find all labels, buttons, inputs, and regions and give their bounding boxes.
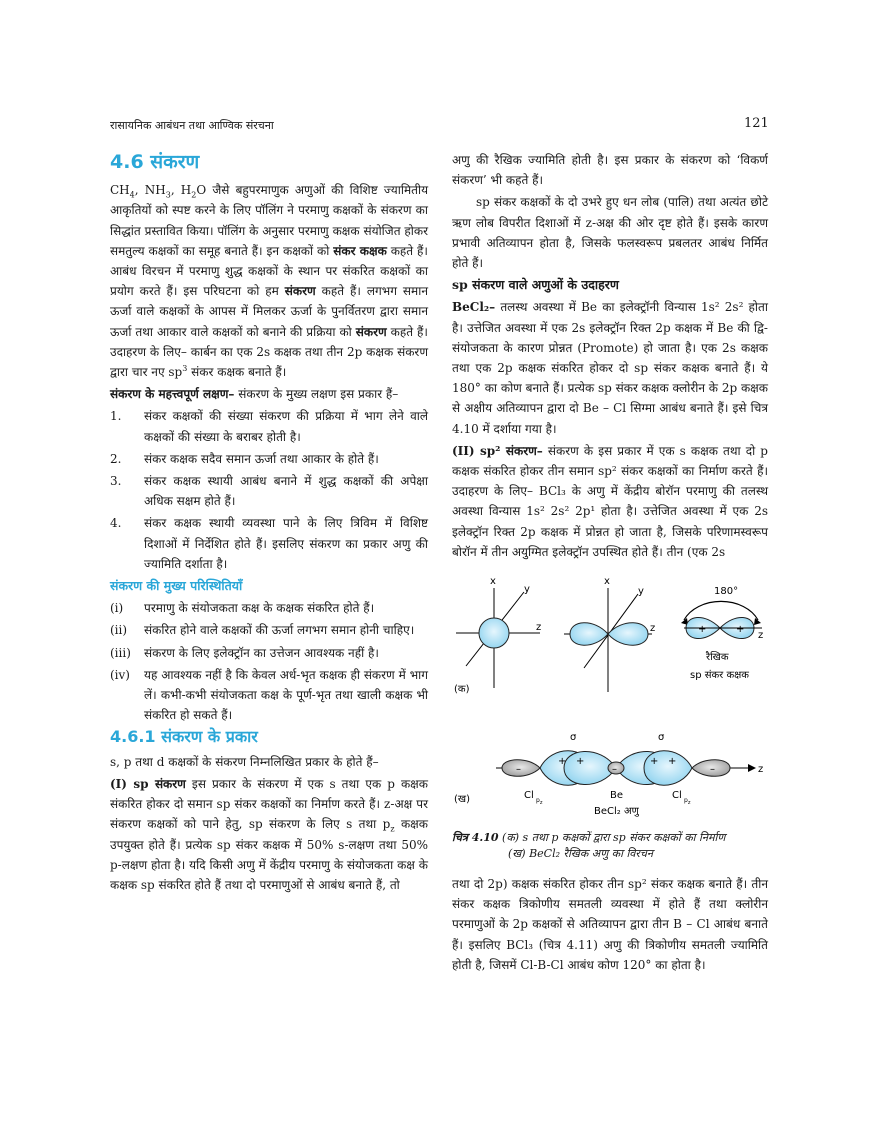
axis-y-label: y [524, 584, 530, 596]
list-item: 1. संकर कक्षकों की संख्या संकरण की प्रक्रिया में भाग लेने वाले कक्षकों की संख्या के बराबर होती है। [110, 409, 428, 444]
svg-text:–: – [710, 764, 715, 776]
svg-text:+: + [698, 624, 707, 636]
subsection-title: 4.6.1 संकरण के प्रकार [110, 727, 258, 747]
list-item: 2. संकर कक्षक सदैव समान ऊर्जा तथा आकार के होते हैं। [110, 451, 379, 466]
list-item: (ii) संकरित होने वाले कक्षकों की ऊर्जा लगभग समान होनी चाहिए। [110, 623, 415, 638]
axis-z-label: z [536, 622, 542, 634]
lobes-paragraph: sp संकर कक्षकों के दो उभरे हुए धन लोब (पालि) तथा अत्यंत छोटे ऋण लोब विपरीत दिशाओं में z-अक्ष की ओर दृष्ट होते हैं। इसके कारण प्रभावी अतिव्यापन होता है, जिसके फलस्वरूप प्रबलतर आबंध निर्मित होते हैं। [452, 195, 768, 271]
axis-x-label: x [490, 576, 496, 588]
angle-label: 180° [714, 586, 739, 598]
p-orbital-panel [564, 576, 655, 692]
svg-text:pz: $p_z$ [536, 797, 543, 807]
sp2-paragraph: (II) sp² संकरण– संकरण के इस प्रकार में एक s कक्षक तथा दो p कक्षक संकरित होकर तीन समान sp² संकर कक्षकों का निर्माण करते हैं। उदाहरण के लिए– BCl₃ के अणु में केंद्रीय बोरॉन परमाणु की तलस्थ अवस्था विन्यास 1s² 2s² 2p¹ होता है। उत्तेजित अवस्था में एक 2s इलेक्ट्रॉन रिक्त 2p कक्षक में प्रोन्नत हो जाता है, जिसके परिणामस्वरूप बोरॉन में तीन अयुग्मित इलेक्ट्रॉन उपस्थित होते हैं। तीन (एक 2s [452, 443, 768, 559]
left-column [110, 152, 428, 897]
orbital-diagram [452, 568, 768, 826]
section-title: 4.6 संकरण [110, 151, 200, 173]
part-a-label: (क) [454, 684, 470, 696]
axis-z-label: z [758, 764, 764, 776]
types-intro: s, p तथा d कक्षकों के संकरण निम्नलिखित प्रकार के होते हैं– [110, 754, 379, 769]
svg-text:–: – [612, 764, 617, 776]
list-item: (i) परमाणु के संयोजकता कक्ष के कक्षक संकरित होते हैं। [110, 601, 375, 616]
figure-caption: चित्र 4.10 (क) s तथा p कक्षकों द्वारा sp संकर कक्षकों का निर्माण (ख) BeCl₂ रैखिक अणु का विरचन [452, 831, 726, 861]
becl2-molecule [496, 732, 763, 817]
sigma-label: σ [658, 732, 665, 744]
axis-y-label: y [638, 586, 644, 598]
svg-text:+: + [736, 624, 745, 636]
list-item: (iv) यह आवश्यक नहीं है कि केवल अर्ध-भृत कक्षक ही संकरण में भाग लें। कभी-कभी संयोजकता कक्ष के पूर्ण-भृत तथा खाली कक्षक भी संकरित हो सकते हैं। [110, 667, 428, 723]
becl2-paragraph: BeCl₂– तलस्थ अवस्था में Be का इलेक्ट्रॉनी विन्यास 1s² 2s² होता है। उत्तेजित अवस्था में एक 2s इलेक्ट्रॉन रिक्त 2p कक्षक में Be की द्वि-संयोजकता के कारण प्रोन्नत (Promote) हो जाता है। एक 2s कक्षक तथा एक 2p कक्षक संकरित होकर दो sp संकर कक्षक बनाते हैं। ये 180° का कोण बनाते हैं। प्रत्येक sp संकर कक्षक क्लोरीन के 2p कक्षक से अक्षीय अतिव्यापन द्वारा दो Be – Cl सिग्मा आबंध बनाते हैं। इसे चित्र 4.10 में दर्शाया गया है। [452, 300, 769, 436]
svg-text:pz: $p_z$ [684, 797, 691, 807]
svg-text:+: + [558, 756, 567, 768]
svg-text:–: – [516, 764, 521, 776]
axis-z-label: z [650, 623, 656, 635]
axis-z-label: z [758, 630, 764, 642]
sp-paragraph: (I) sp संकरण इस प्रकार के संकरण में एक s तथा एक p कक्षक संकरित होकर दो समान sp संकर कक्षकों का निर्माण करते हैं। z-अक्ष पर संकरण कक्षकों को पाने हेतु, sp संकरण के लिए s तथा $p_z$ कक्षक उपयुक्त होते हैं। प्रत्येक sp संकर कक्षक में 50% s-लक्षण तथा 50% p-लक्षण होता है। यदि किसी अणु में केंद्रीय परमाणु के संयोजकता कक्ष के कक्षक sp संकरित होते हैं तथा दो परमाणुओं से आबंध बनाते हैं, तो [110, 776, 428, 892]
sp-hybrid-panel [681, 586, 763, 681]
svg-text:+: + [650, 756, 659, 768]
becl2-molecule-label: BeCl₂ अणु [594, 806, 639, 818]
features-intro: संकरण के महत्त्वपूर्ण लक्षण– संकरण के मुख्य लक्षण इस प्रकार हैं– [110, 387, 399, 402]
examples-title: sp संकरण वाले अणुओं के उदाहरण [452, 277, 619, 293]
s-orbital-panel [456, 576, 541, 688]
conditions-title: संकरण की मुख्य परिस्थितियाँ [110, 578, 243, 594]
page-number: 121 [744, 116, 769, 131]
list-item: 4. संकर कक्षक स्थायी व्यवस्था पाने के लिए त्रिविम में विशिष्ट दिशाओं में निर्देशित होते हैं। इसलिए संकरण का प्रकार अणु की ज्यामिति दर्शाता है। [110, 516, 428, 571]
list-item: (iii) संकरण के लिए इलेक्ट्रॉन का उत्तेजन आवश्यक नहीं है। [110, 645, 379, 660]
cl-label: Cl [524, 790, 534, 802]
svg-text:+: + [576, 756, 585, 768]
features-list [110, 406, 428, 574]
sp2-continuation-paragraph: तथा दो 2p) कक्षक संकरित होकर तीन sp² संकर कक्षक बनाते हैं। तीन संकर कक्षक त्रिकोणीय समतली व्यवस्था में होते हैं तथा क्लोरीन परमाणुओं के 2p कक्षकों से अतिव्यापन द्वारा तीन B – Cl आबंध बनाते हैं। इसलिए BCl₃ (चित्र 4.11) अणु की त्रिकोणीय समतली ज्यामिति होती है, जिसमें Cl-B-Cl आबंध कोण 120° का होता है। [452, 877, 768, 972]
intro-paragraph: $CH_4$, $NH_3$, $H_2O$ जैसे बहुपरमाणुक अणुओं की विशिष्ट ज्यामितीय आकृतियों को स्पष्ट करने के लिए पॉलिंग ने परमाणु कक्षकों के संकरण का सिद्धांत प्रस्तावित किया। पॉलिंग के अनुसार परमाणु कक्षक संयोजित होकर समतुल्य कक्षकों का समूह बनाते हैं। इन कक्षकों को संकर कक्षक कहते हैं। आबंध विरचन में परमाणु शुद्ध कक्षकों के स्थान पर संकरित कक्षकों का प्रयोग करते हैं। इस परिघटना को हम संकरण कहते हैं। लगभग समान ऊर्जा वाले कक्षकों के आपस में मिलकर ऊर्जा के पुनर्वितरण द्वारा समान ऊर्जा तथा आकार वाले कक्षकों को बनाने की प्रक्रिया को संकरण कहते हैं। उदाहरण के लिए– कार्बन का एक 2s कक्षक तथा तीन 2p कक्षक संकरण द्वारा चार नए $sp^3$ संकर कक्षक बनाते हैं। [110, 183, 429, 380]
list-item: 3. संकर कक्षक स्थायी आबंध बनाने में शुद्ध कक्षकों की अपेक्षा अधिक सक्षम होते हैं। [110, 474, 428, 509]
svg-text:+: + [668, 756, 677, 768]
right-column [452, 150, 768, 977]
part-b-label: (ख) [454, 794, 470, 806]
linear-geometry-paragraph: अणु की रैखिक ज्यामिति होती है। इस प्रकार के संकरण को ‘विकर्ण संकरण’ भी कहते हैं। [452, 153, 768, 188]
axis-x-label: x [604, 576, 610, 588]
linear-label: रैखिक [706, 652, 729, 664]
conditions-list [110, 598, 428, 725]
sigma-label: σ [570, 732, 577, 744]
be-label: Be [610, 790, 624, 802]
figure-4-10 [452, 568, 768, 826]
sp-orbital-label: sp संकर कक्षक [690, 670, 749, 682]
cl-label: Cl [672, 790, 682, 802]
running-header: रासायनिक आबंधन तथा आण्विक संरचना [110, 119, 274, 132]
